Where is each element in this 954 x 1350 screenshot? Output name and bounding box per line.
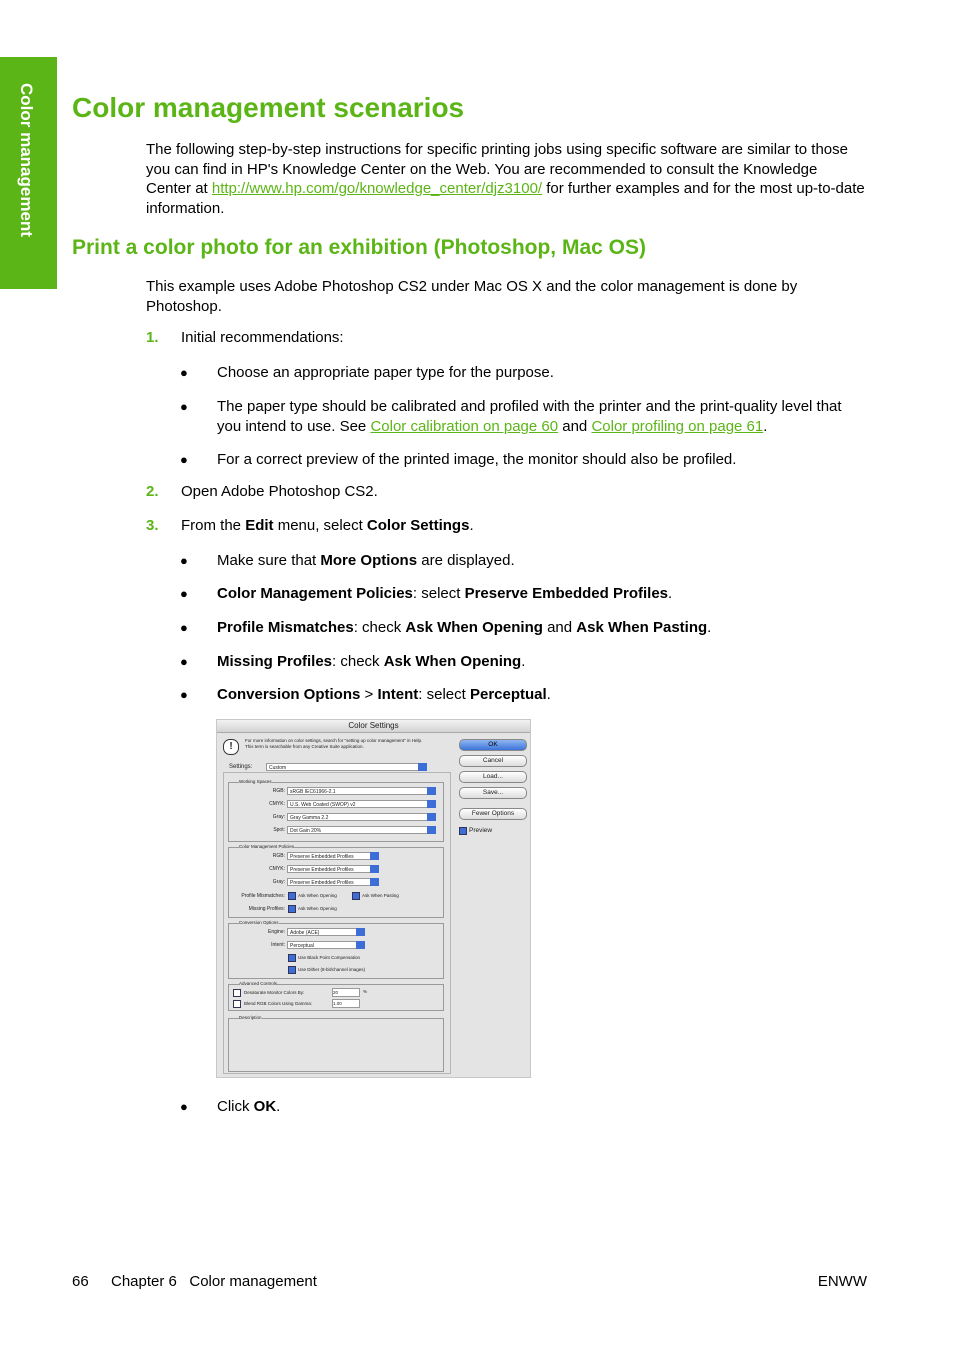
cmp-label: Color Management Policies [239, 844, 295, 849]
ws-label: RGB: [272, 788, 285, 794]
bullet-dot: ● [180, 586, 188, 601]
text-bold: Missing Profiles [217, 653, 333, 670]
text-bold: Color Management Policies [217, 585, 413, 602]
bullet-text [217, 618, 867, 638]
blend-text: Blend RGB Colors Using Gamma: [244, 1001, 313, 1006]
color-profiling-link[interactable]: Color profiling on page 61 [591, 417, 764, 435]
color-calibration-link[interactable]: Color calibration on page 60 [370, 417, 559, 435]
dialog-info-text: For more information on color settings, search for "setting up color management" in Help. This term is searchable from any Creative Suite application. [245, 738, 423, 749]
bullet-dot: ● [180, 452, 188, 467]
step-text-part: . [469, 517, 474, 534]
intro-text-end: for further examples and for the most up-to-date information. [146, 180, 865, 217]
working-spaces-label: Working Spaces [239, 779, 272, 784]
bullet-text [217, 397, 867, 436]
ask-pasting-text: Ask When Pasting [362, 893, 399, 898]
step-text-part: menu, select [273, 517, 367, 534]
black-point-text: Use Black Point Compensation [298, 955, 361, 960]
text-bold: Perceptual [469, 686, 547, 703]
side-tab-label: Color management [17, 83, 36, 237]
intent-select[interactable]: Perceptual [287, 941, 365, 949]
footer-right: ENWW [817, 1273, 867, 1290]
step-text: Open Adobe Photoshop CS2. [181, 483, 378, 500]
engine-label: Engine: [268, 929, 285, 935]
profile-mismatches-label: Profile Mismatches: [241, 893, 285, 899]
text-part: : select [418, 686, 470, 703]
fewer-options-button[interactable]: Fewer Options [459, 808, 527, 820]
description-group [228, 1018, 444, 1072]
rgb-policy-select[interactable]: Preserve Embedded Profiles [287, 852, 379, 860]
text-bold: Profile Mismatches [217, 619, 354, 636]
blend-checkbox[interactable] [233, 1000, 241, 1008]
percent-sign: % [363, 989, 368, 994]
text-bold: Intent [377, 686, 419, 703]
text-bold: More Options [320, 552, 418, 569]
preview-label: Preview [469, 827, 493, 834]
color-settings-dialog [216, 719, 531, 1078]
step-text-bold: Color Settings [366, 517, 470, 534]
load-button[interactable]: Load... [459, 771, 527, 783]
conversion-options-label: Conversion Options [239, 920, 279, 925]
text-part: . [276, 1098, 281, 1115]
settings-label: Settings: [229, 764, 253, 770]
step-text-part: From the [181, 517, 246, 534]
settings-select[interactable]: Custom [266, 763, 427, 771]
gray-policy-select[interactable]: Preserve Embedded Profiles [287, 878, 379, 886]
bullet-text [217, 551, 867, 571]
ok-button[interactable]: OK [459, 739, 527, 751]
dialog-title: Color Settings [217, 720, 530, 733]
cancel-button[interactable]: Cancel [459, 755, 527, 767]
page-title: Color management scenarios [72, 92, 465, 123]
text-part: Make sure that [217, 552, 321, 569]
bullet-dot: ● [180, 620, 188, 635]
blend-input[interactable]: 1.00 [332, 999, 360, 1008]
section-intro: This example uses Adobe Photoshop CS2 under Mac OS X and the color management is done by Photoshop. [146, 278, 798, 315]
bullet-text: Choose an appropriate paper type for the purpose. [217, 364, 554, 381]
text-part: . [707, 619, 712, 636]
text-part: : check [353, 619, 406, 636]
description-label: Description [239, 1015, 262, 1020]
bullet-text-part: . [763, 417, 768, 435]
text-part: . [521, 653, 526, 670]
ask-when-pasting-checkbox[interactable] [352, 892, 360, 900]
intent-label: Intent: [271, 942, 285, 948]
policy-label: CMYK: [269, 866, 285, 872]
step-number: 2. [146, 483, 159, 500]
text-part: . [546, 686, 551, 703]
cmyk-working-space-select[interactable]: U.S. Web Coated (SWOP) v2 [287, 800, 436, 808]
missing-ask-when-opening-checkbox[interactable] [288, 905, 296, 913]
step-text [181, 517, 474, 534]
policy-label: Gray: [272, 879, 285, 885]
gray-working-space-select[interactable]: Gray Gamma 2.2 [287, 813, 436, 821]
spot-working-space-select[interactable]: Dot Gain 20% [287, 826, 436, 834]
bullet-text: For a correct preview of the printed image, the monitor should also be profiled. [217, 451, 737, 468]
bullet-text-part: The paper type should be calibrated and profiled with the printer and the print-quality level that you intend to use. See [217, 398, 842, 435]
text-part: are displayed. [417, 552, 515, 569]
missing-profiles-label: Missing Profiles: [248, 906, 285, 912]
advanced-label: Advanced Controls [239, 981, 278, 986]
bullet-text [217, 1097, 867, 1117]
black-point-checkbox[interactable] [288, 954, 296, 962]
knowledge-center-link[interactable]: http://www.hp.com/go/knowledge_center/djz3100/ [211, 180, 543, 197]
text-bold: Ask When Opening [405, 619, 543, 636]
page-number: 66 [72, 1273, 89, 1290]
step-text: Initial recommendations: [181, 329, 344, 346]
bullet-text [217, 652, 867, 672]
bullet-text [217, 685, 867, 705]
step-number: 1. [146, 329, 159, 346]
intro-paragraph [146, 140, 866, 218]
bullet-dot: ● [180, 687, 188, 702]
missing-ask-opening-text: Ask When Opening [298, 906, 337, 911]
bullet-text-part: and [558, 417, 592, 435]
text-part: and [542, 619, 577, 636]
text-bold: Preserve Embedded Profiles [464, 585, 669, 602]
text-part: . [668, 585, 673, 602]
rgb-working-space-select[interactable]: sRGB IEC61966-2.1 [287, 787, 436, 795]
intro-text: The following step-by-step instructions for specific printing jobs using specific software are similar to those you can find in HP's Knowledge Center on the Web. You are recommended to consult the Knowledge Center at [146, 141, 848, 197]
bullet-dot: ● [180, 365, 188, 380]
engine-select[interactable]: Adobe (ACE) [287, 928, 365, 936]
desaturate-input[interactable]: 20 [332, 988, 360, 997]
info-icon: ! [223, 739, 239, 755]
text-part: Click [217, 1098, 254, 1115]
bullet-dot: ● [180, 1099, 188, 1114]
text-part: : select [412, 585, 465, 602]
text-bold: Conversion Options [217, 686, 361, 703]
text-bold: OK [253, 1098, 277, 1115]
text-part: : check [332, 653, 384, 670]
desaturate-checkbox[interactable] [233, 989, 241, 997]
save-button[interactable]: Save... [459, 787, 527, 799]
text-bold: Ask When Pasting [576, 619, 708, 636]
chapter-side-tab [0, 57, 57, 289]
dither-text: Use Dither (8-bit/channel images) [298, 967, 366, 972]
ws-label: Gray: [272, 814, 285, 820]
preview-checkbox[interactable] [459, 827, 467, 835]
policy-label: RGB: [272, 853, 285, 859]
bullet-dot: ● [180, 654, 188, 669]
step-number: 3. [146, 517, 159, 534]
bullet-dot: ● [180, 399, 188, 414]
ask-when-opening-checkbox[interactable] [288, 892, 296, 900]
text-bold: Ask When Opening [383, 653, 522, 670]
cmyk-policy-select[interactable]: Preserve Embedded Profiles [287, 865, 379, 873]
section-title: Print a color photo for an exhibition (Photoshop, Mac OS) [72, 236, 646, 259]
bullet-dot: ● [180, 553, 188, 568]
bullet-text [217, 584, 867, 604]
ask-opening-text: Ask When Opening [298, 893, 337, 898]
step-text-bold: Edit [245, 517, 274, 534]
chapter-footer: Chapter 6 Color management [111, 1273, 317, 1290]
ws-label: Spot: [273, 827, 285, 833]
dither-checkbox[interactable] [288, 966, 296, 974]
text-part: > [360, 686, 378, 703]
desaturate-text: Desaturate Monitor Colors By: [244, 990, 305, 995]
ws-label: CMYK: [269, 801, 285, 807]
